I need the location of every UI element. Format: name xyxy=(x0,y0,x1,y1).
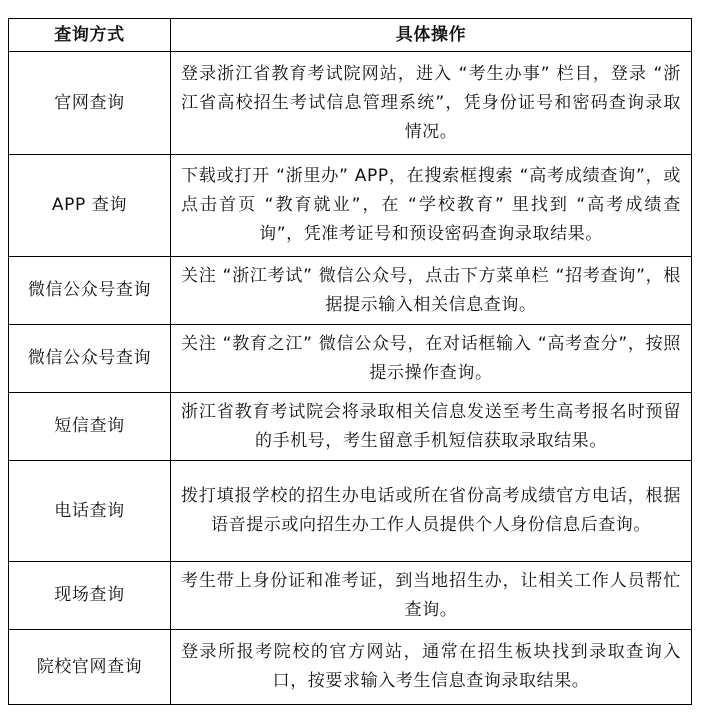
row-operation-cell xyxy=(171,562,692,630)
row-operation-text: 关注 “浙江考试” 微信公众号，点击下方菜单栏 “招考查询”，根据提示输入相关信息查询。 xyxy=(181,265,681,315)
table-row xyxy=(9,461,692,562)
row-method-cell: 微信公众号查询 xyxy=(9,325,171,393)
row-method-cell: 电话查询 xyxy=(9,461,171,562)
row-operation-text: 拨打填报学校的招生办电话或所在省份高考成绩官方电话，根据语音提示或向招生办工作人员提供个人身份信息后查询。 xyxy=(181,486,681,535)
row-method-cell: 现场查询 xyxy=(9,562,171,630)
row-operation-text: 考生带上身份证和准考证，到当地招生办，让相关工作人员帮忙查询。 xyxy=(181,570,681,620)
table-row xyxy=(9,257,692,325)
table-row xyxy=(9,52,692,155)
table-row xyxy=(9,562,692,630)
row-operation-cell xyxy=(171,155,692,257)
row-operation-text: 登录所报考院校的官方网站，通常在招生板块找到录取查询入口，按要求输入考生信息查询录取结果。 xyxy=(181,642,681,691)
admission-query-table xyxy=(8,18,692,705)
row-operation-cell xyxy=(171,257,692,325)
row-operation-cell xyxy=(171,393,692,461)
row-operation-cell xyxy=(171,630,692,705)
table-row xyxy=(9,325,692,393)
row-operation-cell xyxy=(171,461,692,562)
table-row xyxy=(9,630,692,705)
row-operation-text: 登录浙江省教育考试院网站，进入 “考生办事” 栏目，登录 “浙江省高校招生考试信息管理系统”，凭身份证号和密码查询录取情况。 xyxy=(181,63,681,142)
row-operation-text: 下载或打开 “浙里办” APP，在搜索框搜索 “高考成绩查询”，或点击首页 “教育就业”，在 “学校教育” 里找到 “高考成绩查询”，凭准考证号和预设密码查询录取结果。 xyxy=(181,166,681,244)
row-method-cell: 官网查询 xyxy=(9,52,171,155)
row-operation-cell xyxy=(171,52,692,155)
header-operation: 具体操作 xyxy=(171,19,692,52)
row-method-cell: 院校官网查询 xyxy=(9,630,171,705)
row-method-cell: 短信查询 xyxy=(9,393,171,461)
table-row xyxy=(9,155,692,257)
row-method-cell: 微信公众号查询 xyxy=(9,257,171,325)
table-header-row xyxy=(9,19,692,52)
row-operation-text: 关注 “教育之江” 微信公众号，在对话框输入 “高考查分”，按照提示操作查询。 xyxy=(181,333,681,383)
row-method-cell: APP 查询 xyxy=(9,155,171,257)
table-row xyxy=(9,393,692,461)
row-operation-text: 浙江省教育考试院会将录取相关信息发送至考生高考报名时预留的手机号，考生留意手机短信获取录取结果。 xyxy=(181,401,681,451)
header-method: 查询方式 xyxy=(9,19,171,52)
row-operation-cell xyxy=(171,325,692,393)
